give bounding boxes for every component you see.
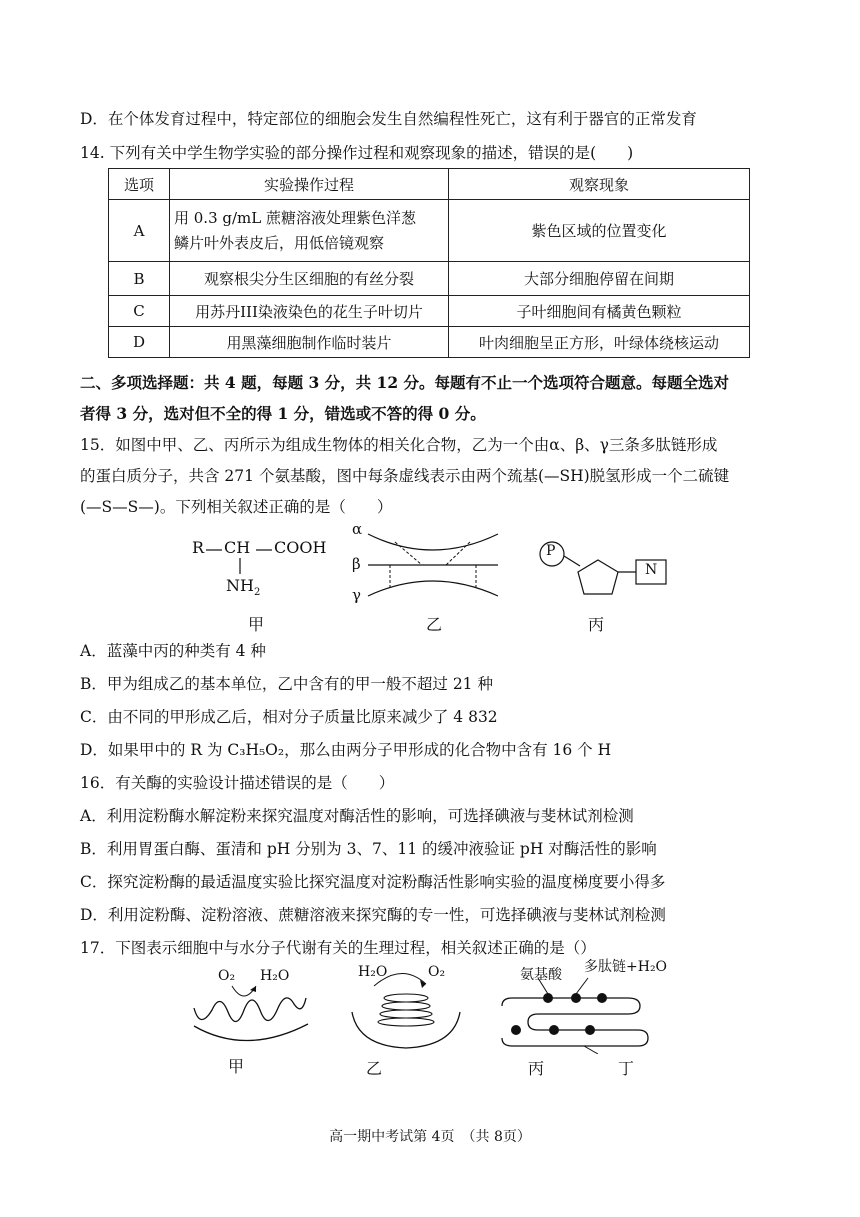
- amino-group: [226, 576, 260, 598]
- protein-chains-figure: [350, 522, 510, 642]
- question-14-stem: 14. 下列有关中学生物学实验的部分操作过程和观察现象的描述，错误的是( ): [80, 144, 634, 162]
- figure-label-jia: 甲: [228, 1057, 245, 1076]
- figure-label-jia: 甲: [248, 615, 265, 634]
- table-row: [109, 262, 750, 296]
- table-cell: 紫色区域的位置变化: [449, 200, 750, 262]
- question-15-stem: 15．如图中甲、乙、丙所示为组成生物体的相关化合物，乙为一个由α、β、γ三条多肽链形成: [80, 436, 718, 454]
- question-15-option-d: D．如果甲中的 R 为 C₃H₅O₂，那么由两分子甲形成的化合物中含有 16 个 H: [80, 741, 612, 759]
- table-cell: 用苏丹III染液染色的花生子叶切片: [170, 296, 449, 327]
- figure-label-bing: 丙: [588, 615, 605, 634]
- carboxyl-group: COOH: [274, 538, 327, 557]
- water-label: H₂O: [260, 968, 290, 984]
- table-cell: C: [109, 296, 170, 327]
- table-row: [109, 296, 750, 327]
- phosphate-label: P: [546, 543, 556, 559]
- oxygen-label-b: O₂: [428, 964, 446, 980]
- amino-group-text: NH: [226, 576, 254, 595]
- mitochondria-membrane-figure: [186, 960, 316, 1084]
- table-header-row: [109, 169, 750, 200]
- table-cell: D: [109, 327, 170, 358]
- ch-group: CH: [224, 538, 251, 557]
- oxygen-label: O₂: [218, 968, 236, 984]
- r-group: R: [192, 538, 205, 557]
- figure-label-bing: 丙: [528, 1059, 545, 1078]
- water-label-b: H₂O: [358, 964, 388, 980]
- table-cell: 叶肉细胞呈正方形，叶绿体绕核运动: [449, 327, 750, 358]
- question-17-stem: 17．下图表示细胞中与水分子代谢有关的生理过程，相关叙述正确的是（）: [80, 939, 596, 957]
- question-15-option-b: B．甲为组成乙的基本单位，乙中含有的甲一般不超过 21 种: [80, 675, 493, 693]
- table-header: 选项: [109, 169, 170, 200]
- section-2-heading: 二、多项选择题：共 4 题，每题 3 分，共 12 分。每题有不止一个选项符合题意。每题全选对: [80, 373, 730, 392]
- amino-acid-figure: [190, 530, 340, 640]
- alpha-chain-label: α: [352, 520, 363, 538]
- nucleotide-figure: [536, 538, 686, 642]
- option-d-line: D．在个体发育过程中，特定部位的细胞会发生自然编程性死亡，这有利于器官的正常发育: [80, 110, 697, 128]
- page-footer: 高一期中考试第 4页 （共 8页）: [329, 1129, 531, 1145]
- question-15-option-a: A．蓝藻中丙的种类有 4 种: [80, 642, 266, 660]
- table-cell: 大部分细胞停留在间期: [449, 262, 750, 296]
- question-15-stem-2: 的蛋白质分子，共含 271 个氨基酸，图中每条虚线表示由两个巯基(—SH)脱氢形成一个二硫键: [80, 467, 730, 485]
- figure-label-ding: 丁: [618, 1059, 635, 1078]
- amino-group-sub: 2: [253, 587, 261, 599]
- table-row: [109, 327, 750, 358]
- question-16-option-c: C．探究淀粉酶的最适温度实验比探究温度对淀粉酶活性影响实验的温度梯度要小得多: [80, 873, 666, 891]
- table-row: [109, 200, 750, 262]
- experiment-table: [108, 168, 750, 358]
- question-15-option-c: C．由不同的甲形成乙后，相对分子质量比原来减少了 4 832: [80, 708, 498, 726]
- base-label: N: [645, 562, 658, 578]
- table-cell: [170, 200, 449, 262]
- ribosome-er-figure: [498, 958, 698, 1084]
- question-16-option-d: D．利用淀粉酶、淀粉溶液、蔗糖溶液来探究酶的专一性，可选择碘液与斐林试剂检测: [80, 906, 666, 924]
- table-cell: 子叶细胞间有橘黄色颗粒: [449, 296, 750, 327]
- table-header: 观察现象: [449, 169, 750, 200]
- table-header: 实验操作过程: [170, 169, 449, 200]
- question-15-stem-3: (—S—S—)。下列相关叙述正确的是（ ）: [80, 498, 393, 516]
- table-cell: 观察根尖分生区细胞的有丝分裂: [170, 262, 449, 296]
- cell-line: 鳞片叶外表皮后，用低倍镜观察: [174, 233, 385, 252]
- gamma-chain-label: γ: [352, 586, 361, 604]
- question-16-option-b: B．利用胃蛋白酶、蛋清和 pH 分别为 3、7、11 的缓冲液验证 pH 对酶活性的影响: [80, 840, 657, 858]
- cell-line: 用 0.3 g/mL 蔗糖溶液处理紫色洋葱: [174, 208, 417, 227]
- question-16-option-a: A．利用淀粉酶水解淀粉来探究温度对酶活性的影响，可选择碘液与斐林试剂检测: [80, 807, 634, 825]
- table-cell: 用黑藻细胞制作临时装片: [170, 327, 449, 358]
- peptide-water-label: 多肽链+H₂O: [584, 959, 668, 975]
- table-cell: A: [109, 200, 170, 262]
- amino-acid-label: 氨基酸: [520, 967, 562, 983]
- section-2-heading-2: 者得 3 分，选对但不全的得 1 分，错选或不答的得 0 分。: [80, 404, 486, 423]
- question-16-stem: 16．有关酶的实验设计描述错误的是（ ）: [80, 774, 395, 792]
- figure-label-yi: 乙: [426, 615, 443, 634]
- figure-label-yi: 乙: [366, 1059, 383, 1078]
- beta-chain-label: β: [352, 555, 361, 573]
- table-cell: B: [109, 262, 170, 296]
- thylakoid-figure: [344, 958, 474, 1084]
